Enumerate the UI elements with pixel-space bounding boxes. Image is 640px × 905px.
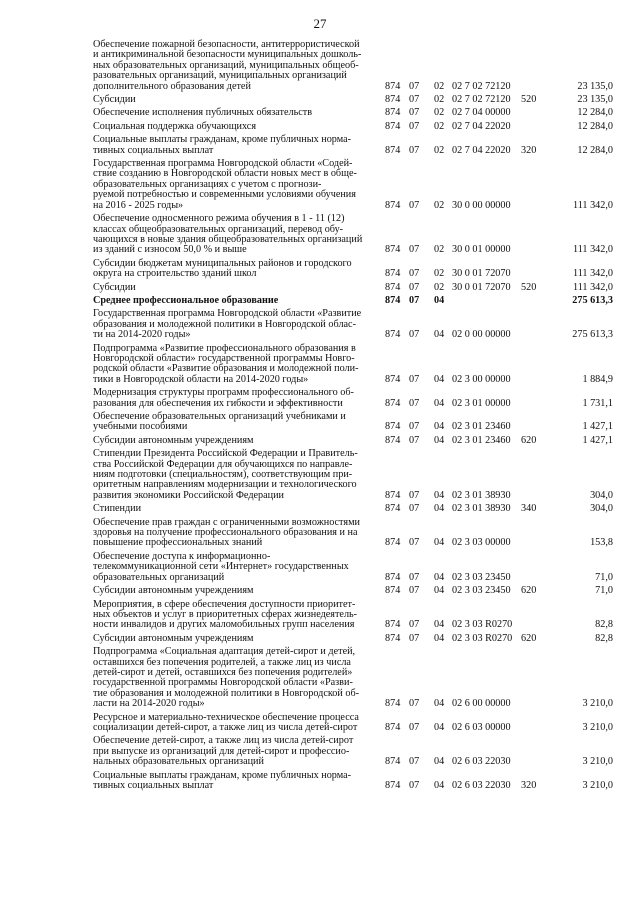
amount: 3 210,0 [582,780,613,791]
subsection-code: 02 [434,244,445,256]
subsection-code: 04 [434,632,445,644]
subsection-code: 02 [434,80,445,92]
row-name: Обеспечение односменного режима обучения в 1 - 11 (12) классах общеобразовательных организаций, перевод обу- чающихся в новые здания общеобразовательных организаций из зданий с износом 50,0 % и выше [93,213,363,256]
section-code: 07 [409,94,420,106]
table-row [93,736,613,767]
section-code: 07 [409,503,420,515]
table-row [93,309,613,340]
subsection-code: 04 [434,756,445,768]
amount: 3 210,0 [582,721,613,733]
subsection-code: 04 [434,721,445,733]
row-name: Стипендии Президента Российской Федерации и Правитель- ства Российской Федерации для обучающихся по направле- ниям подготовки (специальностям), соответствующим при- оритетным направлениям модернизации и технологического развития экономики Российской Федерации [93,448,358,501]
row-name: Субсидии автономным учреждениям [93,434,254,446]
table-row [93,771,613,792]
subsection-code: 04 [434,780,445,791]
subsection-code: 02 [434,281,445,293]
amount: 12 284,0 [577,120,613,132]
department-code: 874 [385,120,401,132]
table-row [93,388,613,409]
department-code: 874 [385,281,401,293]
section-code: 07 [409,585,420,597]
section-code: 07 [409,698,420,710]
table-row [93,518,613,549]
section-code: 07 [409,756,420,768]
row-name: Обеспечение детей-сирот, а также лиц из числа детей-сирот при выпуске из организаций для детей-сирот и профессио- нальных образовательных организаций [93,735,354,768]
amount: 82,8 [595,632,613,644]
row-name: Обеспечение образовательных организаций учебниками и учебными пособиями [93,411,346,433]
expense-type-code: 620 [521,434,537,446]
table-row [93,436,613,446]
target-article-code: 02 3 01 00000 [452,397,511,409]
section-code: 07 [409,120,420,132]
expense-type-code: 320 [521,144,537,156]
target-article-code: 02 7 04 00000 [452,107,511,119]
department-code: 874 [385,244,401,256]
department-code: 874 [385,329,401,341]
amount: 71,0 [595,585,613,597]
amount: 1 427,1 [582,434,613,446]
table-row [93,214,613,256]
row-name: Обеспечение пожарной безопасности, антитеррористической и антикриминальной безопасности муниципальных дошколь- ных образовательных организаций, муниципальных общеоб- разовательных организаций, муниципальных организаций дополнительного образования детей [93,39,362,92]
subsection-code: 02 [434,120,445,132]
table-row [93,634,613,644]
section-code: 07 [409,199,420,211]
table-row [93,552,613,583]
section-code: 07 [409,373,420,385]
table-row [93,135,613,156]
target-article-code: 02 3 03 R0270 [452,619,513,631]
target-article-code: 02 0 00 00000 [452,329,511,341]
target-article-code: 02 7 02 72120 [452,94,511,106]
section-code: 07 [409,107,420,119]
amount: 12 284,0 [577,107,613,119]
department-code: 874 [385,434,401,446]
subsection-code: 04 [434,421,445,433]
department-code: 874 [385,585,401,597]
subsection-code: 04 [434,585,445,597]
row-name: Субсидии [93,94,136,106]
expense-type-code: 320 [521,780,537,791]
subsection-code: 02 [434,144,445,156]
table-row [93,586,613,596]
row-name: Ресурсное и материально-техническое обеспечение процесса социализации детей-сирот, а также лиц из числа детей-сирот [93,711,359,733]
section-code: 07 [409,281,420,293]
table-row [93,40,613,92]
table-row [93,122,613,132]
subsection-code: 04 [434,373,445,385]
section-code: 07 [409,489,420,501]
row-name: Среднее профессиональное образование [93,294,279,306]
subsection-code: 04 [434,698,445,710]
section-code: 07 [409,329,420,341]
department-code: 874 [385,632,401,644]
section-code: 07 [409,632,420,644]
department-code: 874 [385,489,401,501]
row-name: Подпрограмма «Развитие профессионального образования в Новгородской области» государственной программы Новго- родской области «Развитие образования и молодежной поли- тики в Новгородской области на 2014-2020 годы» [93,342,359,385]
section-code: 07 [409,537,420,549]
subsection-code: 02 [434,268,445,280]
subsection-code: 04 [434,619,445,631]
row-name: Стипендии [93,503,142,515]
section-code: 07 [409,144,420,156]
row-name: Подпрограмма «Социальная адаптация детей-сирот и детей, оставшихся без попечения родителей, а также лиц из числа детей-сирот и детей, оставшихся без попечения родителей» государственной программы Новгородской области «Разви- тие образования и молодежной политики в Новгородской об- ласти на 2014-2020 годы» [93,646,360,710]
department-code: 874 [385,421,401,433]
table-row [93,647,613,709]
table-row [93,296,613,306]
target-article-code: 02 3 01 23460 [452,421,511,433]
row-name: Социальные выплаты гражданам, кроме публичных норма- тивных социальных выплат [93,769,352,791]
amount: 111 342,0 [573,199,613,211]
row-name: Социальная поддержка обучающихся [93,120,257,132]
table-row [93,600,613,631]
amount: 12 284,0 [577,144,613,156]
expense-type-code: 620 [521,632,537,644]
amount: 111 342,0 [573,244,613,256]
amount: 304,0 [590,503,613,515]
row-name: Субсидии автономным учреждениям [93,632,254,644]
section-code: 07 [409,721,420,733]
target-article-code: 02 7 04 22020 [452,120,511,132]
department-code: 874 [385,537,401,549]
amount: 153,8 [590,537,613,549]
amount: 304,0 [590,489,613,501]
subsection-code: 04 [434,537,445,549]
amount: 1 731,1 [582,397,613,409]
row-name: Субсидии [93,281,136,293]
table-row [93,159,613,211]
department-code: 874 [385,268,401,280]
amount: 111 342,0 [573,268,613,280]
section-code: 07 [409,294,420,306]
subsection-code: 04 [434,489,445,501]
section-code: 07 [409,268,420,280]
row-name: Государственная программа Новгородской области «Развитие образования и молодежной политики в Новгородской облас- ти на 2014-2020 годы» [93,308,362,341]
section-code: 07 [409,397,420,409]
department-code: 874 [385,756,401,768]
target-article-code: 02 6 03 22030 [452,756,511,768]
table-row [93,449,613,501]
department-code: 874 [385,94,401,106]
target-article-code: 30 0 00 00000 [452,199,511,211]
section-code: 07 [409,421,420,433]
row-name: Мероприятия, в сфере обеспечения доступности приоритет- ных объектов и услуг в приоритетных сферах жизнедеятель- ности инвалидов и других маломобильных групп населения [93,598,358,631]
target-article-code: 02 3 03 R0270 [452,632,513,644]
section-code: 07 [409,780,420,791]
department-code: 874 [385,571,401,583]
amount: 3 210,0 [582,698,613,710]
subsection-code: 02 [434,94,445,106]
amount: 82,8 [595,619,613,631]
target-article-code: 30 0 01 72070 [452,268,511,280]
target-article-code: 02 3 03 00000 [452,537,511,549]
amount: 1 427,1 [582,421,613,433]
page-number: 27 [313,16,327,31]
section-code: 07 [409,619,420,631]
target-article-code: 02 6 03 00000 [452,721,511,733]
amount: 1 884,9 [582,373,613,385]
row-name: Обеспечение исполнения публичных обязательств [93,107,313,119]
target-article-code: 02 3 00 00000 [452,373,511,385]
row-name: Субсидии автономным учреждениям [93,585,254,597]
subsection-code: 04 [434,503,445,515]
expense-type-code: 620 [521,585,537,597]
department-code: 874 [385,503,401,515]
target-article-code: 02 6 00 00000 [452,698,511,710]
amount: 275 613,3 [572,294,613,306]
subsection-code: 02 [434,199,445,211]
subsection-code: 04 [434,571,445,583]
row-name: Государственная программа Новгородской области «Содей- ствие созданию в Новгородской области новых мест в обще- образовательных организациях с учетом с прогнози- руемой потребностью и современными условиями обучения на 2016 - 2025 годы» [93,158,357,211]
table-row [93,504,613,514]
target-article-code: 02 3 01 23460 [452,434,511,446]
amount: 275 613,3 [572,329,613,341]
amount: 111 342,0 [573,281,613,293]
department-code: 874 [385,619,401,631]
table-row [93,95,613,105]
table-row [93,283,613,293]
department-code: 874 [385,144,401,156]
table-row [93,344,613,386]
table-row [93,412,613,433]
section-code: 07 [409,80,420,92]
department-code: 874 [385,199,401,211]
department-code: 874 [385,373,401,385]
row-name: Обеспечение доступа к информационно- телекоммуникационной сети «Интернет» государственных образовательных организаций [93,550,349,583]
expense-type-code: 520 [521,281,537,293]
subsection-code: 02 [434,107,445,119]
subsection-code: 04 [434,329,445,341]
row-name: Модернизация структуры программ профессионального об- разования для обеспечения их гибкости и эффективности [93,387,354,409]
target-article-code: 30 0 01 72070 [452,281,511,293]
section-code: 07 [409,434,420,446]
table-row [93,108,613,118]
subsection-code: 04 [434,397,445,409]
department-code: 874 [385,294,401,306]
department-code: 874 [385,780,401,791]
department-code: 874 [385,721,401,733]
amount: 3 210,0 [582,756,613,768]
row-name: Субсидии бюджетам муниципальных районов и городского округа на строительство зданий школ [93,257,352,280]
budget-table [93,40,613,794]
target-article-code: 02 3 01 38930 [452,503,511,515]
target-article-code: 02 3 03 23450 [452,571,511,583]
amount: 23 135,0 [577,94,613,106]
amount: 23 135,0 [577,80,613,92]
subsection-code: 04 [434,434,445,446]
department-code: 874 [385,107,401,119]
amount: 71,0 [595,571,613,583]
table-row [93,713,613,734]
expense-type-code: 520 [521,94,537,106]
expense-type-code: 340 [521,503,537,515]
target-article-code: 02 3 03 23450 [452,585,511,597]
table-row [93,259,613,280]
target-article-code: 30 0 01 00000 [452,244,511,256]
target-article-code: 02 7 02 72120 [452,80,511,92]
subsection-code: 04 [434,294,445,306]
department-code: 874 [385,397,401,409]
department-code: 874 [385,698,401,710]
target-article-code: 02 3 01 38930 [452,489,511,501]
row-name: Социальные выплаты гражданам, кроме публичных норма- тивных социальных выплат [93,134,352,156]
row-name: Обеспечение прав граждан с ограниченными возможностями здоровья на получение профессионального образования и на повышение профессиональных знаний [93,516,360,549]
target-article-code: 02 7 04 22020 [452,144,511,156]
department-code: 874 [385,80,401,92]
section-code: 07 [409,571,420,583]
target-article-code: 02 6 03 22030 [452,780,511,791]
section-code: 07 [409,244,420,256]
